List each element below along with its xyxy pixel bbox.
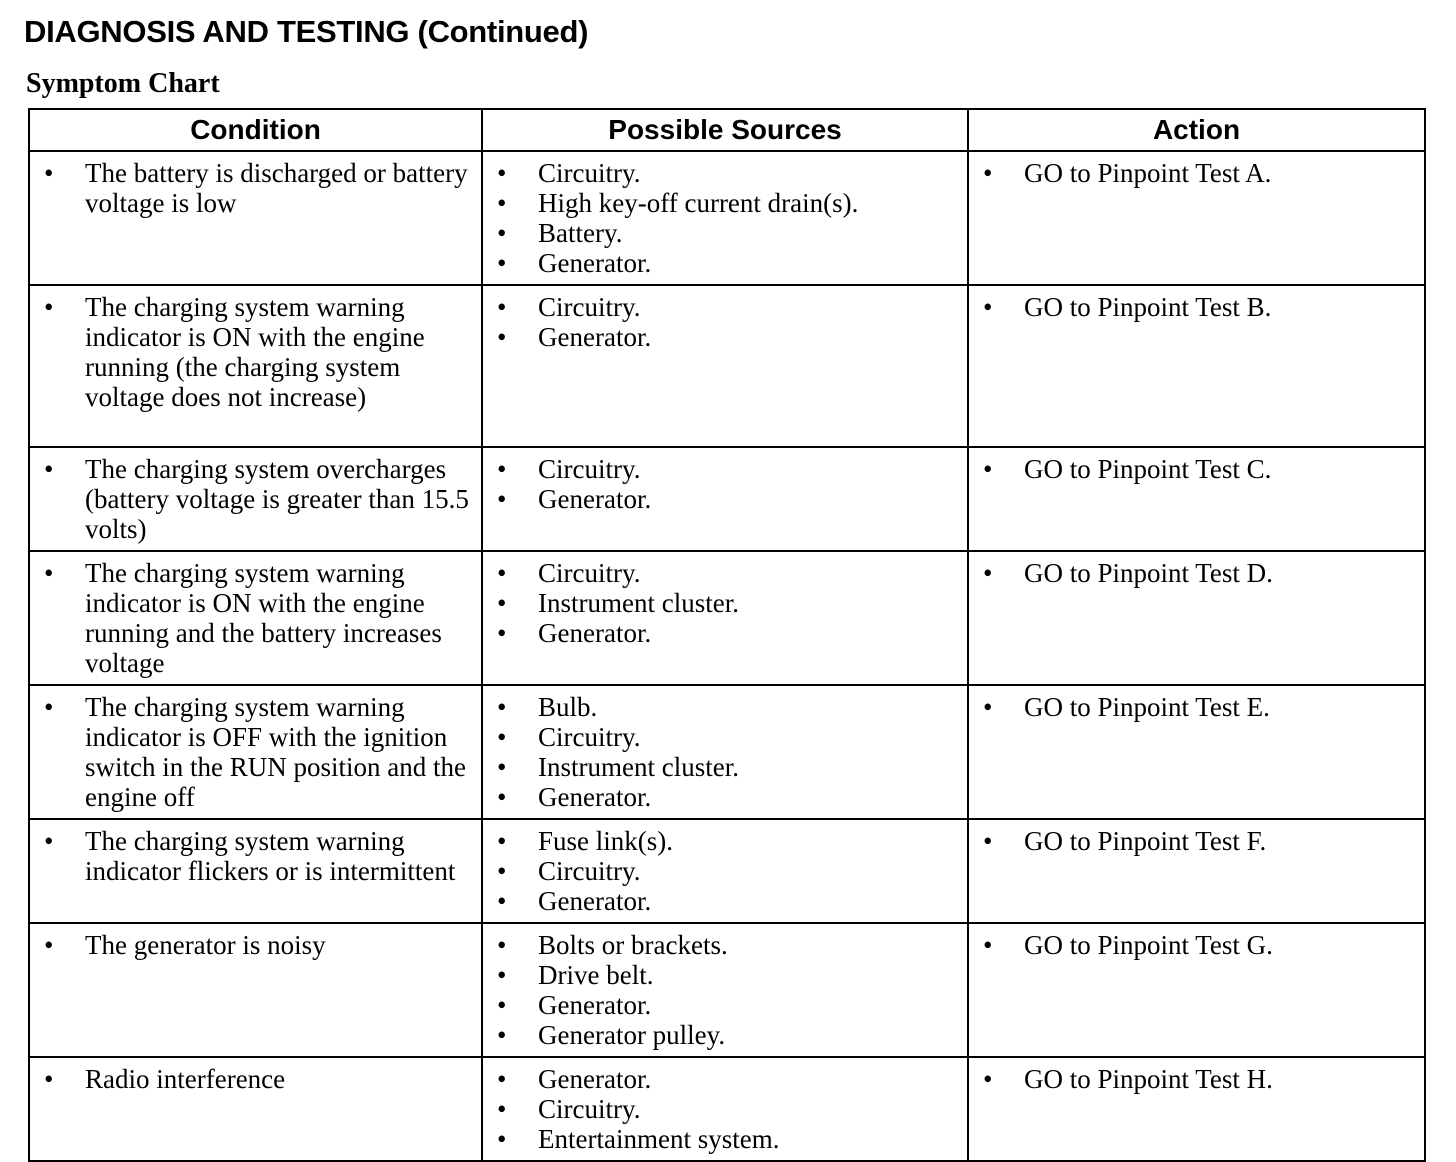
condition-cell [29,151,482,285]
source-item: • Circuitry. [495,722,959,752]
source-item: • Circuitry. [495,558,959,588]
action-item: • GO to Pinpoint Test F. [981,826,1416,856]
source-item: • Bolts or brackets. [495,930,959,960]
source-item: • Generator. [495,1064,959,1094]
action-cell [968,1057,1425,1161]
source-item: • Generator. [495,782,959,812]
sources-cell [482,1057,968,1161]
action-cell [968,819,1425,923]
source-item: • Circuitry. [495,292,959,322]
condition-cell [29,1057,482,1161]
table-row [29,819,1425,923]
action-cell [968,447,1425,551]
table-row [29,1057,1425,1161]
source-item: • Generator. [495,248,959,278]
sources-cell [482,447,968,551]
source-item: • Generator. [495,990,959,1020]
condition-item: • The charging system warning indicator is ON with the engine running (the charging system voltage does not increase) [42,292,473,412]
sources-cell [482,923,968,1057]
action-item: • GO to Pinpoint Test H. [981,1064,1416,1094]
condition-item: • The charging system warning indicator is ON with the engine running and the battery increases voltage [42,558,473,678]
source-item: • Battery. [495,218,959,248]
source-item: • Generator. [495,886,959,916]
condition-cell [29,551,482,685]
table-row [29,151,1425,285]
action-cell [968,285,1425,447]
sources-cell [482,151,968,285]
sources-cell [482,551,968,685]
source-item: • Circuitry. [495,454,959,484]
source-item: • Generator. [495,618,959,648]
source-item: • Generator. [495,484,959,514]
column-header-action: Action [968,109,1425,151]
condition-cell [29,685,482,819]
action-cell [968,151,1425,285]
source-item: • High key-off current drain(s). [495,188,959,218]
source-item: • Bulb. [495,692,959,722]
action-item: • GO to Pinpoint Test A. [981,158,1416,188]
source-item: • Generator. [495,322,959,352]
source-item: • Circuitry. [495,1094,959,1124]
column-header-condition: Condition [29,109,482,151]
condition-item: • The charging system warning indicator is OFF with the ignition switch in the RUN position and the engine off [42,692,473,812]
action-item: • GO to Pinpoint Test G. [981,930,1416,960]
condition-item: • Radio interference [42,1064,473,1094]
source-item: • Instrument cluster. [495,588,959,618]
source-item: • Fuse link(s). [495,826,959,856]
table-row [29,447,1425,551]
condition-cell [29,285,482,447]
source-item: • Circuitry. [495,158,959,188]
symptom-chart-table [28,108,1426,1162]
table-row [29,923,1425,1057]
action-item: • GO to Pinpoint Test C. [981,454,1416,484]
sources-cell [482,819,968,923]
condition-item: • The battery is discharged or battery voltage is low [42,158,473,218]
source-item: • Circuitry. [495,856,959,886]
column-header-possible-sources: Possible Sources [482,109,968,151]
table-row [29,685,1425,819]
sources-cell [482,685,968,819]
source-item: • Generator pulley. [495,1020,959,1050]
condition-cell [29,923,482,1057]
action-item: • GO to Pinpoint Test E. [981,692,1416,722]
action-cell [968,923,1425,1057]
condition-item: • The charging system warning indicator flickers or is intermittent [42,826,473,886]
table-row [29,551,1425,685]
source-item: • Drive belt. [495,960,959,990]
page-title: DIAGNOSIS AND TESTING (Continued) [24,14,589,49]
source-item: • Entertainment system. [495,1124,959,1154]
table-row [29,285,1425,447]
action-item: • GO to Pinpoint Test B. [981,292,1416,322]
source-item: • Instrument cluster. [495,752,959,782]
section-title: Symptom Chart [26,68,220,99]
condition-cell [29,819,482,923]
sources-cell [482,285,968,447]
condition-item: • The generator is noisy [42,930,473,960]
condition-item: • The charging system overcharges (battery voltage is greater than 15.5 volts) [42,454,473,544]
action-cell [968,685,1425,819]
condition-cell [29,447,482,551]
action-item: • GO to Pinpoint Test D. [981,558,1416,588]
action-cell [968,551,1425,685]
table-header-row [29,109,1425,151]
